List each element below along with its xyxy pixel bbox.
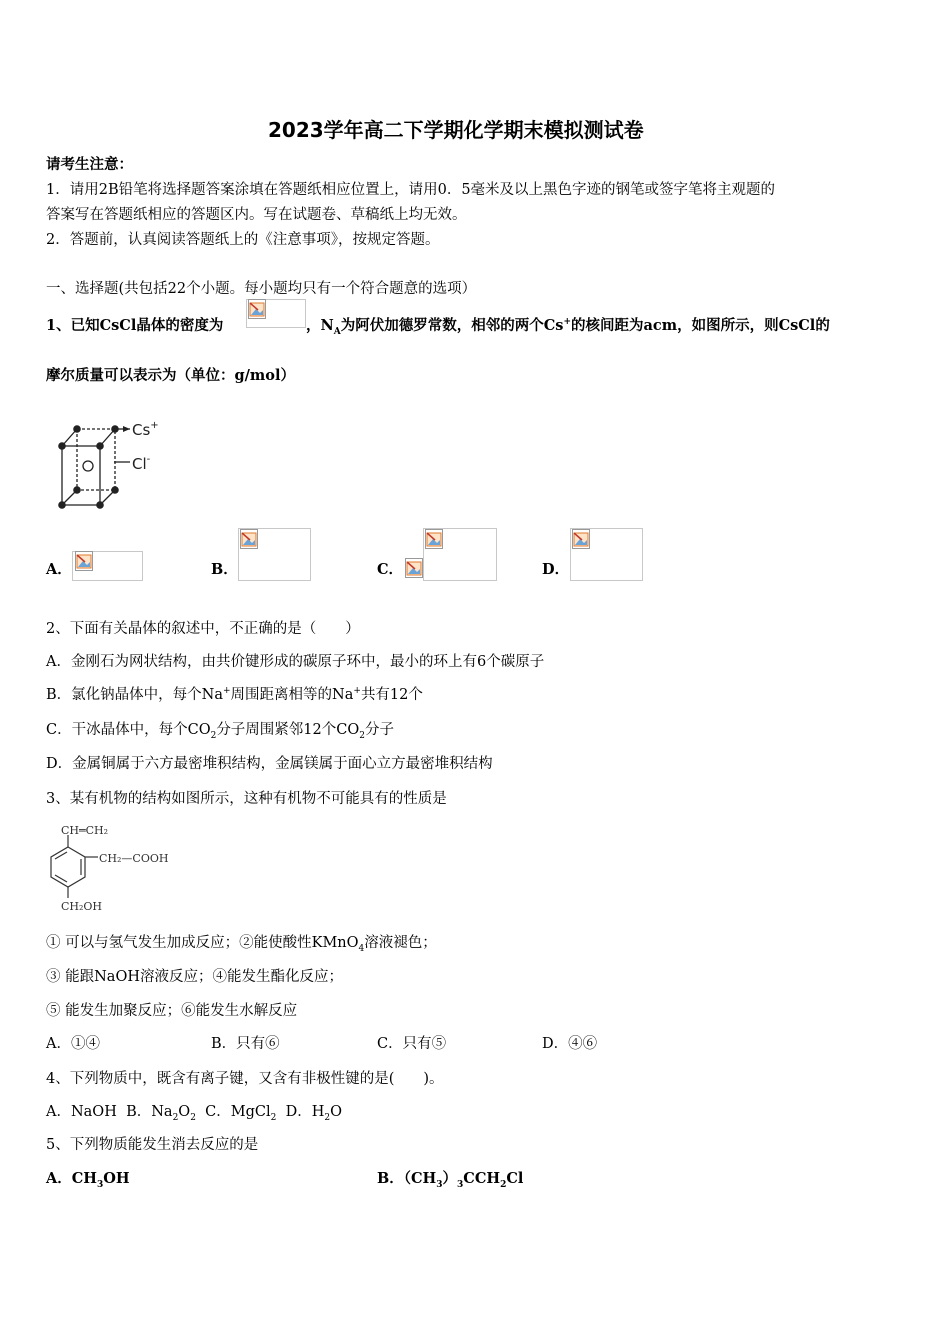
page-title: 2023学年高二下学期化学期末模拟测试卷 [268,118,644,142]
q3-option-a: A．①④ [46,1036,100,1052]
q5-stem: 5、下列物质能发生消去反应的是 [46,1137,259,1153]
q1-option-b-label: B． [211,561,238,578]
broken-image-icon [248,299,266,319]
struct-acetic-label: CH₂—COOH [99,852,169,865]
fig-cl-label: Cl [132,455,147,473]
notice-line-3: 2．答题前，认真阅读答题纸上的《注意事项》，按规定答题。 [46,232,440,248]
q3-properties-2: ③ 能跟NaOH溶液反应；④能发生酯化反应； [46,969,343,985]
q2-option-c: C．干冰晶体中，每个$CO_2$分子周围紧邻12个$CO_2$分子 [46,722,394,741]
q3-properties-3: ⑤ 能发生加聚反应；⑥能发生水解反应 [46,1003,298,1019]
q2-stem: 2、下面有关晶体的叙述中，不正确的是（ ） [46,621,360,637]
q3-option-c: C．只有⑤ [377,1036,447,1052]
q1-option-c-label: C． [377,561,404,578]
q3-properties-1: ① 可以与氢气发生加成反应；②能使酸性KMnO$_4$溶液褪色； [46,935,437,954]
q1-stem-part1: 1、已知CsCl晶体的密度为 [46,317,224,334]
q2-option-b: B．氯化钠晶体中，每个Na+周围距离相等的Na+共有12个 [46,686,423,703]
broken-image-icon [240,529,258,549]
struct-vinyl-label: CH═CH₂ [61,824,109,837]
q4-options: A．NaOH B．$Na_2O_2$ C．MgCl$_2$ D．$H_2O$ [46,1104,342,1123]
section-heading: 一、选择题(共包括22个小题。每小题均只有一个符合题意的选项） [46,281,477,297]
q1-option-a-label: A． [46,561,72,578]
svg-text:Cl-: Cl- [132,454,151,473]
q3-option-b: B．只有⑥ [211,1036,280,1052]
struct-hydroxymethyl-label: CH₂OH [61,900,103,913]
fig-cs-label: Cs [132,421,151,439]
q5-option-b: B．$(CH_3)_3CCH_2Cl$ [377,1170,524,1190]
cscl-crystal-figure [52,412,177,514]
broken-image-icon [425,529,443,549]
broken-image-icon [405,558,423,578]
svg-text:Cs+: Cs+ [132,420,159,439]
q3-option-d: D．④⑥ [542,1036,598,1052]
q5-option-a: A．$CH_3OH$ [46,1170,130,1190]
broken-image-icon [572,529,590,549]
q1-option-d-label: D． [542,561,570,578]
notice-line-2: 答案写在答题纸相应的答题区内。写在试题卷、草稿纸上均无效。 [46,207,467,223]
q2-option-a: A．金刚石为网状结构，由共价键形成的碳原子环中，最小的环上有6个碳原子 [46,654,545,670]
q3-structure-figure [48,820,183,916]
q3-stem: 3、某有机物的结构如图所示，这种有机物不可能具有的性质是 [46,791,447,807]
q1-stem-part2: ，$N_A$为阿伏加德罗常数，相邻的两个Cs+的核间距为acm，如图所示，则CsCl的 [306,317,830,337]
notice-heading: 请考生注意： [46,156,133,173]
q2-option-d: D．金属铜属于六方最密堆积结构，金属镁属于面心立方最密堆积结构 [46,756,493,772]
notice-line-1: 1．请用2B铅笔将选择题答案涂填在答题纸相应位置上，请用0．5毫米及以上黑色字迹的钢笔或签字笔将主观题的 [46,182,776,198]
q4-stem: 4、下列物质中，既含有离子键，又含有非极性键的是( )。 [46,1071,444,1087]
broken-image-icon [75,551,93,571]
q1-stem-line2: 摩尔质量可以表示为（单位：g/mol） [46,367,295,384]
